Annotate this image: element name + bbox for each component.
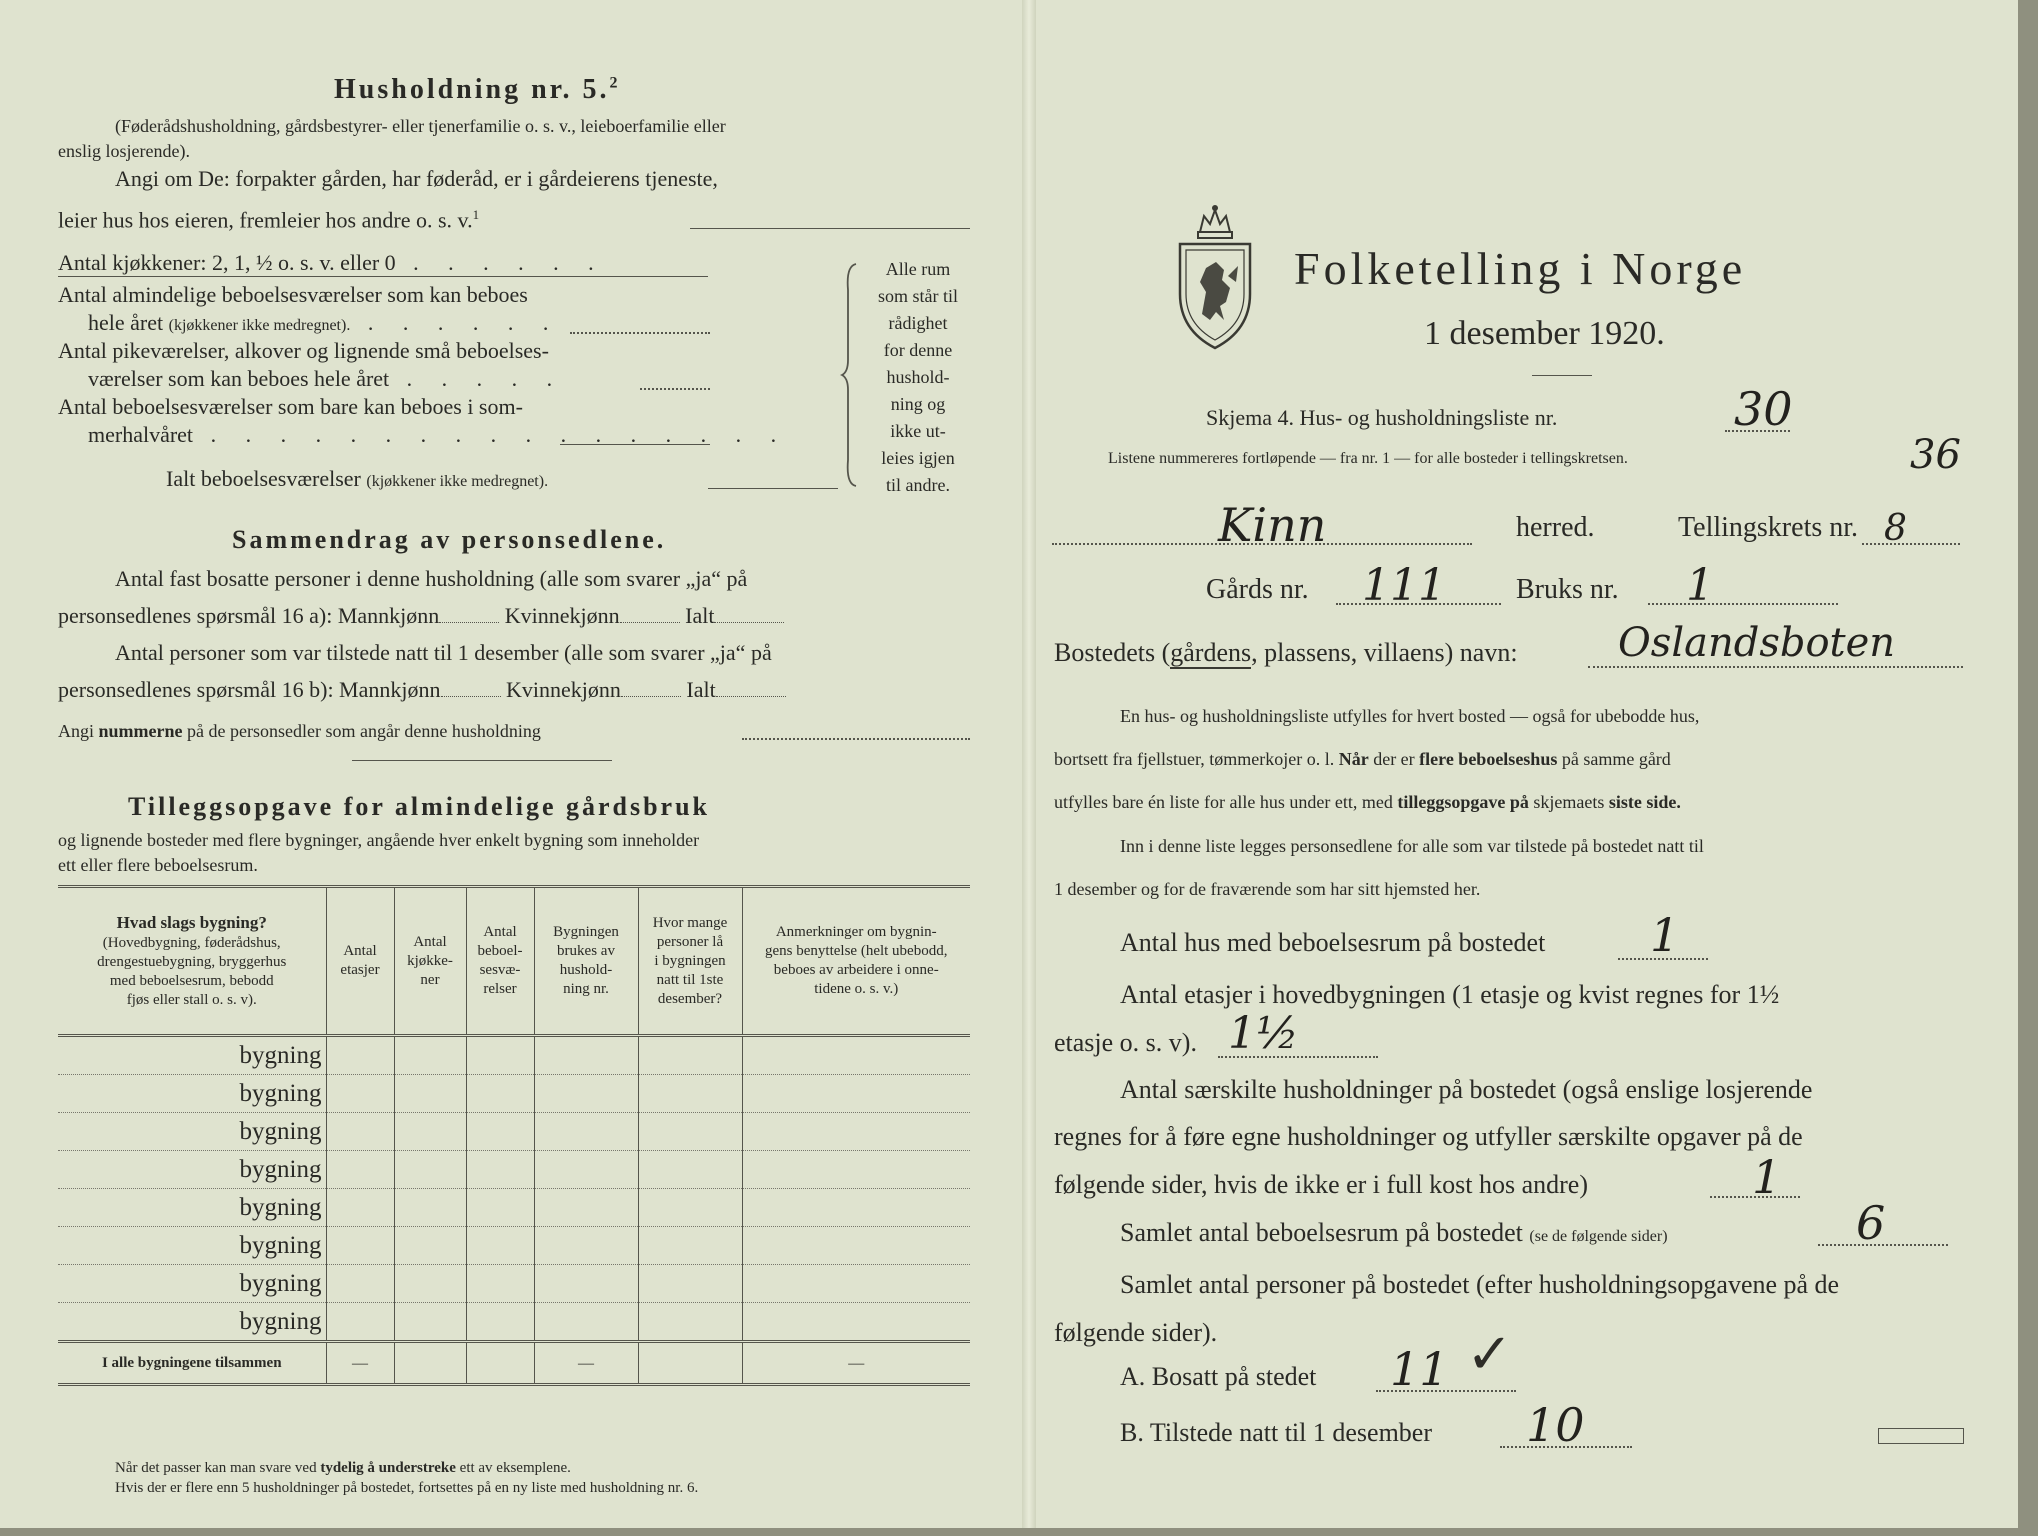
schema-value[interactable]: 30 [1734, 382, 1793, 436]
kitchens-underline[interactable] [58, 276, 708, 277]
rooms1-label: Antal almindelige beboelsesværelser som kan beboes [58, 282, 528, 307]
present-line-1: Antal personer som var tilstede natt til 1 desember (alle som svarer „ja“ på [115, 640, 772, 665]
census-title: Folketelling i Norge [1294, 243, 1747, 294]
table-row[interactable]: bygning [58, 1113, 970, 1151]
supplement-line-1: og lignende bosteder med flere bygninger, angående hver enkelt bygning som inneholder [58, 830, 700, 850]
sarsk-value[interactable]: 1 [1752, 1150, 1782, 1204]
tilstede-label: B. Tilstede natt til 1 desember [1120, 1418, 1432, 1447]
printer-stamp [1878, 1428, 1964, 1444]
bruks-label: Bruks nr. [1516, 574, 1619, 605]
para2-line-2: 1 desember og for de fraværende som har sitt hjemsted her. [1054, 879, 1481, 899]
table-row[interactable]: bygning [58, 1189, 970, 1227]
numbers-answer-line[interactable] [742, 738, 970, 740]
gards-label: Gårds nr. [1206, 574, 1309, 605]
para1-line-2: bortsett fra fjellstuer, tømmerkojer o. l. Når der er flere beboelseshus på samme gård [1054, 749, 1671, 769]
ask-line-2: leier hus hos eieren, fremleier hos andre o. s. v.$^1$ [58, 207, 480, 233]
sarsk-line-3: følgende sider, hvis de ikke er i full kost hos andre) [1054, 1170, 1588, 1199]
etasjer-value[interactable]: 1½ [1228, 1008, 1299, 1059]
rooms2-answer-line[interactable] [640, 388, 710, 390]
total-rooms-answer-line[interactable] [708, 488, 838, 489]
rooms1-answer-line[interactable] [570, 332, 710, 334]
table-row[interactable]: bygning [58, 1265, 970, 1303]
table-row[interactable]: bygning [58, 1151, 970, 1189]
table-row[interactable]: bygning [58, 1036, 970, 1075]
coat-of-arms-icon [1172, 202, 1258, 352]
ask-line-1: Angi om De: forpakter gården, har føderåd, er i gårdeierens tjeneste, [115, 166, 718, 191]
col-building-type: Hvad slags bygning? (Hovedbygning, føderådshus, drengestuebygning, bryggerhus med beboelsesrum, bebodd fjøs eller stall o. s. v). [58, 887, 326, 1036]
gards-value[interactable]: 111 [1362, 560, 1446, 611]
footnote-1: Når det passer kan man svare ved tydelig å understreke ett av eksemplene. [115, 1460, 571, 1476]
herred-label: herred. [1516, 512, 1595, 543]
buildings-table [58, 885, 970, 1386]
tilstede-value[interactable]: 10 [1526, 1398, 1585, 1452]
paper-edge-right [2018, 0, 2038, 1536]
samlet-rum-value[interactable]: 6 [1856, 1196, 1886, 1250]
total-rooms-label: Ialt beboelsesværelser (kjøkkener ikke medregnet). [166, 466, 549, 491]
summary-title: Sammendrag av personsedlene. [232, 525, 667, 554]
rooms2-label: Antal pikeværelser, alkover og lignende små beboelses- [58, 338, 549, 363]
date-divider [1532, 375, 1592, 376]
rooms3-label: Antal beboelsesværelser som bare kan beboes i som- [58, 394, 523, 419]
krets-value[interactable]: 8 [1884, 508, 1907, 549]
census-date: 1 desember 1920. [1424, 315, 1665, 352]
bosted-answer-line [1588, 666, 1963, 668]
brace-icon [840, 260, 860, 490]
household-intro-2: enslig losjerende). [58, 141, 190, 161]
household-intro: (Føderådshusholdning, gårdsbestyrer- eller tjenerfamilie o. s. v., leieboerfamilie eller [115, 116, 726, 136]
etasjer-line-2: etasje o. s. v). [1054, 1028, 1197, 1057]
check-mark-icon: ✓ [1466, 1324, 1513, 1386]
paper-edge-bottom [0, 1528, 2038, 1536]
hus-value[interactable]: 1 [1650, 908, 1680, 962]
col-kitchens: Antal kjøkke- ner [394, 887, 466, 1036]
rooms3-answer-line[interactable] [560, 444, 710, 445]
bosted-value[interactable]: Oslandsboten [1618, 620, 1896, 666]
bruks-value[interactable]: 1 [1686, 560, 1714, 611]
sarsk-line-2: regnes for å føre egne husholdninger og utfyller særskilte opgaver på de [1054, 1122, 1803, 1151]
para2-line-1: Inn i denne liste legges personsedlene for alle som var tilstede på bostedet natt til [1120, 836, 1704, 856]
table-row[interactable]: bygning [58, 1303, 970, 1342]
table-row[interactable]: bygning [58, 1075, 970, 1113]
bruks-answer-line [1648, 603, 1838, 605]
brace-note: Alle rum som står til rådighet for denne hushold- ning og ikke ut- leies igjen til andre. [878, 259, 958, 495]
supplement-title: Tilleggsopgave for almindelige gårdsbruk [128, 792, 711, 821]
present-line-2: personsedlenes spørsmål 16 b): Mannkjønn Kvinnekjønn Ialt [58, 677, 786, 703]
footnote-2: Hvis der er flere enn 5 husholdninger på bostedet, fortsettes på en ny liste med husholdning nr. 6. [115, 1480, 699, 1496]
list-numbering-note: Listene nummereres fortløpende — fra nr. 1 — for alle bosteder i tellingskretsen. [1108, 450, 1628, 467]
samlet-pers-line-2: følgende sider). [1054, 1318, 1218, 1347]
para1-line-1: En hus- og husholdningsliste utfylles for hvert bosted — også for ubebodde hus, [1120, 706, 1700, 726]
household-title: Husholdning nr. 5.$^2$ [334, 74, 621, 105]
para1-line-3: utfylles bare én liste for alle hus under ett, med tilleggsopgave på skjemaets siste side. [1054, 792, 1681, 812]
bosatt-label: A. Bosatt på stedet [1120, 1362, 1317, 1391]
schema-label: Skjema 4. Hus- og husholdningsliste nr. [1206, 405, 1558, 430]
page-fold [1022, 0, 1036, 1536]
col-persons: Hvor mange personer lå i bygningen natt til 1ste desember? [638, 887, 742, 1036]
col-remarks: Anmerkninger om bygnin- gens benyttelse (helt ubebodd, beboes av arbeidere i onne- tidene o. s. v.) [742, 887, 970, 1036]
sarsk-line-1: Antal særskilte husholdninger på bostedet (også enslige losjerende [1120, 1075, 1813, 1104]
col-floors: Antal etasjer [326, 887, 394, 1036]
fast-line-1: Antal fast bosatte personer i denne husholdning (alle som svarer „ja“ på [115, 566, 748, 591]
col-rooms: Antal beboel- sesvæ- relser [466, 887, 534, 1036]
herred-value[interactable]: Kinn [1218, 498, 1327, 552]
rooms2b-label: værelser som kan beboes hele året . . . . . [88, 366, 565, 391]
fast-line-2: personsedlenes spørsmål 16 a): Mannkjønn Kvinnekjønn Ialt [58, 603, 784, 629]
buildings-header-row [58, 887, 970, 1036]
samlet-rum-label: Samlet antal beboelsesrum på bostedet (se de følgende sider) [1120, 1218, 1668, 1247]
bosted-label: Bostedets (gårdens, plassens, villaens) navn: [1054, 638, 1518, 667]
krets-label: Tellingskrets nr. [1678, 512, 1859, 543]
samlet-pers-line-1: Samlet antal personer på bostedet (efter husholdningsopgavene på de [1120, 1270, 1840, 1299]
table-row[interactable]: bygning [58, 1227, 970, 1265]
ask-answer-line[interactable] [690, 228, 970, 229]
hus-label: Antal hus med beboelsesrum på bostedet [1120, 928, 1546, 957]
supplement-line-2: ett eller flere beboelsesrum. [58, 855, 258, 875]
bosatt-value[interactable]: 11 [1390, 1342, 1449, 1396]
list-count-value[interactable]: 36 [1910, 432, 1961, 478]
col-household-nr: Bygningen brukes av hushold- ning nr. [534, 887, 638, 1036]
table-total-row: I alle bygningene tilsammen — — — [58, 1342, 970, 1385]
rooms3b-label: merhalvåret . . . . . . . . . . . . . . . . . [88, 422, 789, 447]
krets-answer-line [1862, 543, 1960, 545]
etasjer-line-1: Antal etasjer i hovedbygningen (1 etasje og kvist regnes for 1½ [1120, 980, 1780, 1009]
numbers-line: Angi nummerne på de personsedler som angår denne husholdning [58, 721, 541, 741]
summary-divider [352, 760, 612, 761]
kitchens-label: Antal kjøkkener: 2, 1, ½ o. s. v. eller 0 . . . . . . [58, 250, 606, 275]
rooms1b-label: hele året (kjøkkener ikke medregnet). . . . . . . [88, 310, 561, 335]
